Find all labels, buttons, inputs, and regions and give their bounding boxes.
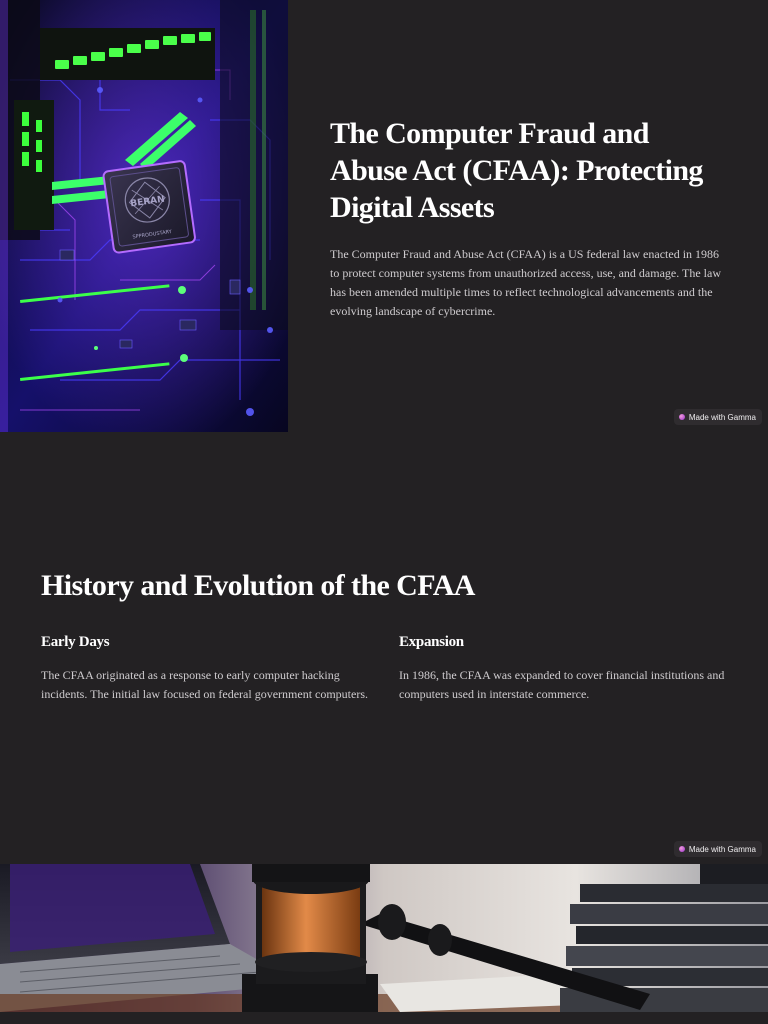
svg-text:BERAN: BERAN xyxy=(129,194,166,210)
gamma-logo-icon xyxy=(679,414,685,420)
badge-label: Made with Gamma xyxy=(688,412,756,422)
slide-title: The Computer Fraud and Abuse Act (CFAA): Protecting Digital Assets xyxy=(330,117,703,224)
column-expansion xyxy=(399,632,729,704)
column-body: The CFAA originated as a response to early computer hacking incidents. The initial law focused on federal government computers. xyxy=(41,668,369,701)
slide-cfaa-intro xyxy=(0,0,768,432)
column-heading: Early Days xyxy=(41,634,110,650)
circuit-board-image xyxy=(0,0,288,432)
column-body: In 1986, the CFAA was expanded to cover financial institutions and computers used in interstate commerce. xyxy=(399,668,725,701)
gavel-laptop-books-image xyxy=(0,864,768,1012)
slide-history-evolution xyxy=(0,432,768,864)
made-with-gamma-badge[interactable] xyxy=(674,409,762,425)
gamma-logo-icon xyxy=(679,846,685,852)
svg-text:SPPRODUSTARY: SPPRODUSTARY xyxy=(132,228,173,241)
slide-description: The Computer Fraud and Abuse Act (CFAA) is a US federal law enacted in 1986 to protect computer systems from unauthorized access, use, and damage. The law has been amended multiple times to reflect technological advancements and the evolving landscape of cybercrime. xyxy=(330,247,721,318)
made-with-gamma-badge[interactable] xyxy=(674,841,762,857)
badge-label: Made with Gamma xyxy=(688,844,756,854)
slide-title: History and Evolution of the CFAA xyxy=(41,569,475,602)
column-heading: Expansion xyxy=(399,634,464,650)
column-early-days xyxy=(41,632,371,704)
bottom-strip xyxy=(0,1012,768,1024)
